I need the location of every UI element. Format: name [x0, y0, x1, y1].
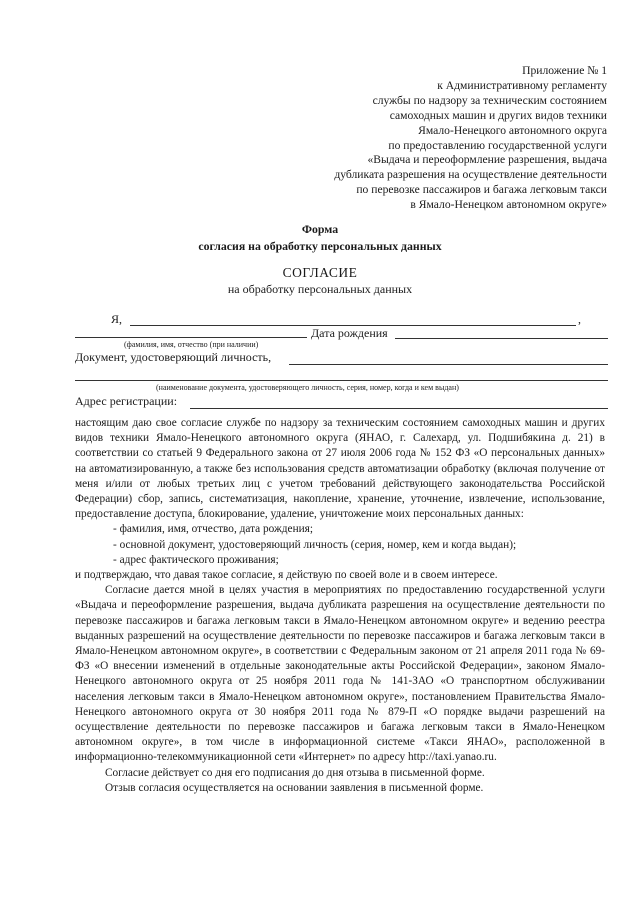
consent-paragraph-2: Согласие дается мной в целях участия в мероприятиях по предоставлению государственной услуги «Выдача и переоформление разрешения, выдача дубликата разрешения на осуществление деятельности по перевозке пассажиров и багажа легковым такси в Ямало-Ненецком автономном округе» и ведению реестра выданных разрешений на осуществление деятельности по перевозке пассажиров и багажа легковым такси в Ямало-Ненецком автономном округе», в соответствии с Федеральным законом от 21 апреля 2011 года № 69-ФЗ «О внесении изменений в отдельные законодательные акты Российской Федерации», законом Ямало-Ненецкого автономного округа от 25 ноября 2011 года № 141-ЗАО «О транспортном обслуживании населения легковым такси в Ямало-Ненецком автономном округе», постановлением Правительства Ямало-Ненецкого автономного округа от 30 ноября 2011 года № 879-П «О порядке выдачи разрешений на осуществление деятельности по перевозке пассажиров и багажа легковым такси в Ямало-Ненецком автономном округе», в том числе в информационной системе «Такси ЯНАО», расположенной в информационно-телекоммуникационной сети «Интернет» по адресу http://taxi.yanao.ru.	[75, 584, 605, 764]
consent-revocation: Отзыв согласия осуществляется на основании заявления в письменной форме.	[105, 781, 484, 794]
data-item-document: - основной документ, удостоверяющий личность (серия, номер, кем и когда выдан);	[113, 538, 517, 551]
doc-label: Документ, удостоверяющий личность,	[75, 350, 272, 364]
consent-body	[75, 416, 605, 796]
appendix-line: «Выдача и переоформление разрешения, выдача	[367, 153, 607, 167]
fio-continuation-line[interactable]	[75, 337, 307, 338]
appendix-line: по предоставлению государственной услуги	[388, 138, 607, 152]
consent-paragraph-1: настоящим даю свое согласие службе по надзору за техническим состоянием самоходных машин и других видов техники Ямало-Ненецкого автономного округа (ЯНАО, г. Салехард, ул. Подшибякина д. 21) в соответствии со статьей 9 Федерального закона от 27 июля 2006 года № 152 ФЗ «О персональных данных» на автоматизированную, а также без использования средств автоматизации обработку (включая получение от меня и/или от любых третьих лиц с учетом требований действующего законодательства Российской Федерации) сбор, запись, систематизация, накопление, хранение, уточнение, извлечение, использование, предоставление доступа, блокирование, удаление, уничтожение моих персональных данных:	[75, 417, 605, 521]
consent-validity: Согласие действует со дня его подписания до дня отзыва в письменной форме.	[105, 766, 485, 779]
data-item-fio: - фамилия, имя, отчество, дата рождения;	[113, 523, 313, 536]
doc-field-line[interactable]	[289, 364, 608, 365]
consent-title: СОГЛАСИЕ	[282, 265, 358, 280]
doc-continuation-line[interactable]	[75, 380, 608, 381]
address-field-line[interactable]	[190, 408, 608, 409]
appendix-line: к Административному регламенту	[437, 78, 607, 92]
form-title	[0, 221, 640, 255]
appendix-block	[334, 64, 607, 213]
comma: ,	[578, 312, 581, 326]
appendix-line: дубликата разрешения на осуществление деятельности	[334, 168, 607, 182]
i-label: Я,	[111, 312, 123, 326]
fio-hint: (фамилия, имя, отчество (при наличии)	[124, 340, 259, 349]
appendix-line: по перевозке пассажиров и багажа легковым такси	[356, 183, 607, 197]
confirmation-line: и подтверждаю, что давая такое согласие, я действую по своей воле и в своем интересе.	[75, 569, 498, 582]
form-title-line1: Форма	[301, 222, 339, 236]
doc-hint: (наименование документа, удостоверяющего личность, серия, номер, когда и кем выдан)	[156, 383, 459, 392]
consent-subtitle: на обработку персональных данных	[227, 282, 413, 296]
consent-heading	[0, 265, 640, 297]
appendix-line: службы по надзору за техническим состоянием	[372, 93, 607, 107]
data-item-address: - адрес фактического проживания;	[113, 553, 279, 566]
appendix-line: самоходных машин и других видов техники	[389, 108, 607, 122]
appendix-line: Приложение № 1	[522, 64, 607, 77]
form-title-line2: согласия на обработку персональных данных	[198, 239, 442, 253]
address-label: Адрес регистрации:	[75, 394, 178, 408]
dob-label: Дата рождения	[311, 326, 388, 340]
dob-field-line[interactable]	[395, 338, 608, 339]
appendix-line: Ямало-Ненецкого автономного округа	[418, 123, 607, 137]
appendix-line: в Ямало-Ненецком автономном округе»	[410, 198, 607, 212]
